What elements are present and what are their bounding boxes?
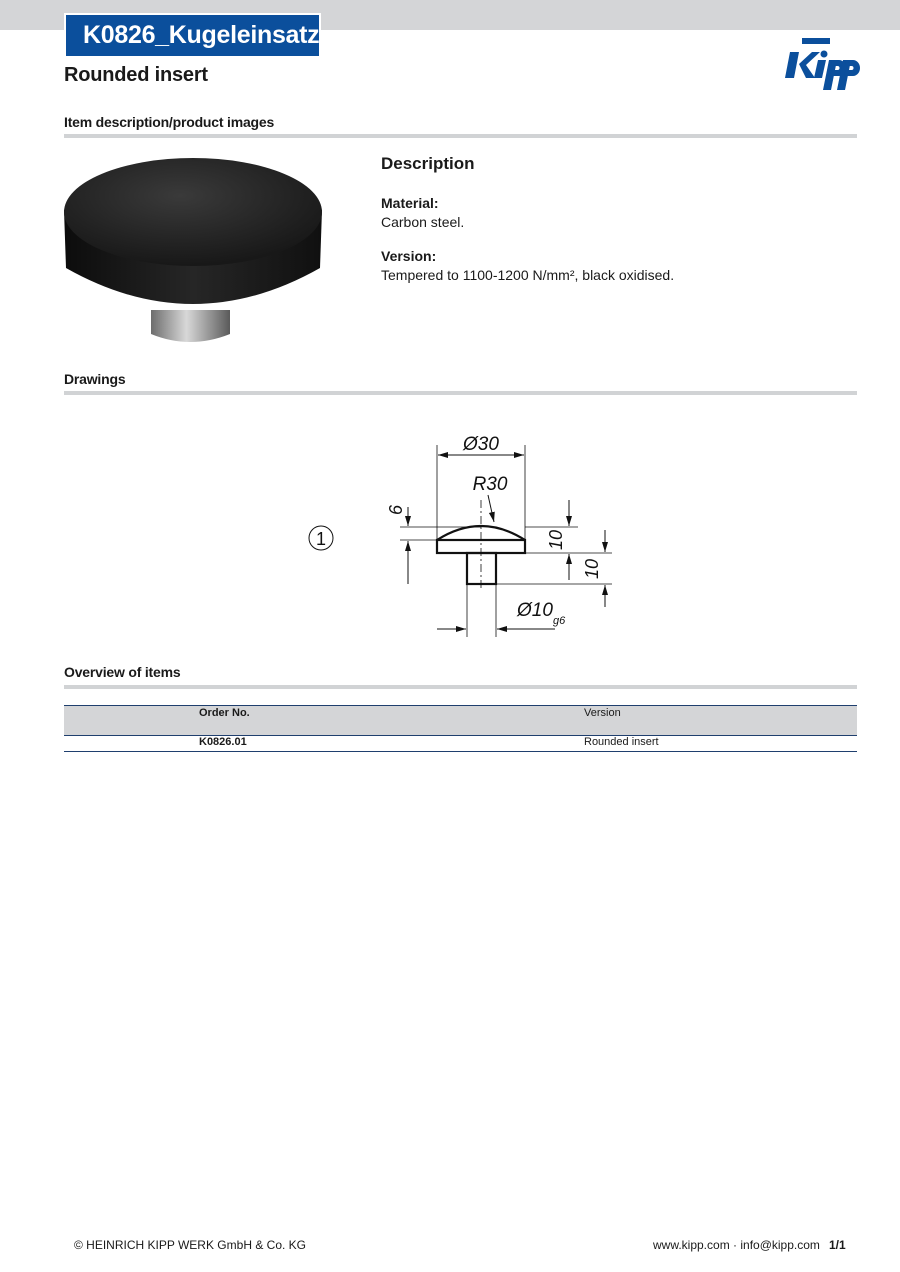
kipp-logo-icon (782, 38, 860, 94)
column-header-order-no: Order No. (199, 707, 250, 719)
material-label: Material: (381, 195, 439, 211)
technical-drawing (290, 420, 630, 650)
section-divider (64, 685, 857, 689)
section-heading-drawings: Drawings (64, 371, 126, 387)
description-title: Description (381, 154, 475, 173)
title-box (64, 13, 321, 58)
material-text: Carbon steel. (381, 214, 465, 230)
items-table (64, 705, 857, 752)
dim-shank-diameter: Ø10 (517, 600, 553, 621)
product-image (64, 150, 322, 348)
section-divider (64, 134, 857, 138)
section-heading-overview: Overview of items (64, 664, 181, 680)
item-marker-label: 1 (315, 529, 327, 549)
table-row[interactable] (64, 736, 857, 752)
column-header-version: Version (584, 707, 621, 719)
version-cell: Rounded insert (584, 736, 659, 748)
dim-head-height: 10 (546, 529, 566, 551)
dim-tolerance: g6 (553, 615, 566, 627)
footer-page-number: 1/1 (829, 1238, 846, 1252)
dim-diameter-top: Ø30 (463, 434, 499, 455)
dim-dome-height: 6 (386, 504, 406, 516)
version-label: Version: (381, 248, 437, 264)
section-heading-item-description: Item description/product images (64, 114, 275, 130)
footer-copyright: © HEINRICH KIPP WERK GmbH & Co. KG (74, 1238, 306, 1252)
dim-radius: R30 (472, 474, 508, 495)
page-subtitle: Rounded insert (64, 64, 208, 86)
page-title: K0826_Kugeleinsatz (66, 15, 319, 56)
order-no-cell: K0826.01 (199, 736, 247, 748)
footer-contact[interactable]: www.kipp.com · info@kipp.com (653, 1238, 820, 1252)
dim-shank-height: 10 (582, 558, 602, 580)
version-text: Tempered to 1100-1200 N/mm², black oxidised. (381, 267, 675, 283)
table-header (64, 705, 857, 736)
section-divider (64, 391, 857, 395)
